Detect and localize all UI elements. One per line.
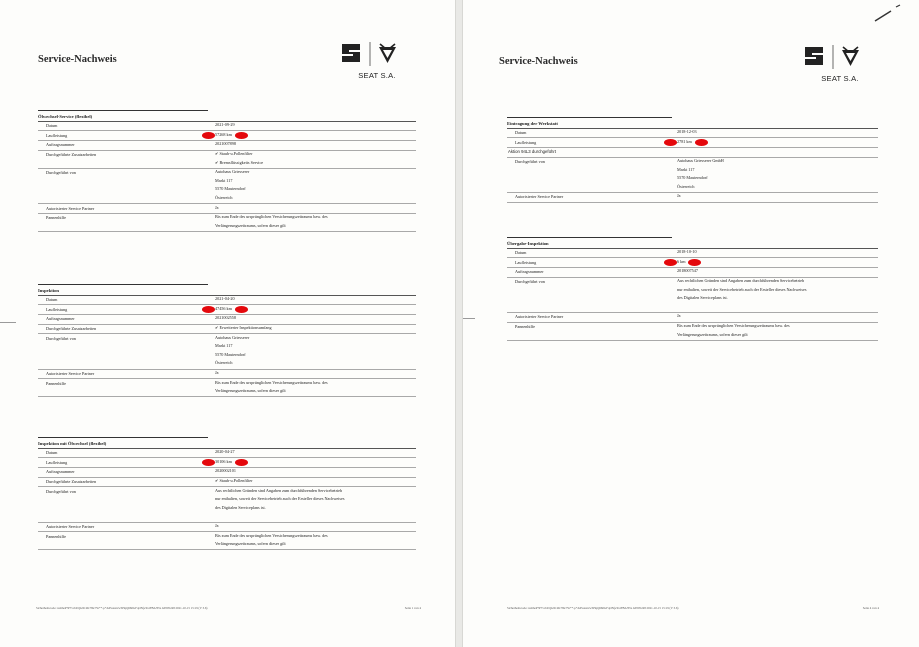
row-label: Durchgeführt von — [515, 279, 545, 285]
redaction-mark — [664, 259, 677, 266]
security-code: Sicherheitscode: nohbeP7P7vcbZQG9C2K78ic7Sr**-p*A6SAsnvwSHqQ6h0GFqON(eYoiFBA7Pts AT005248 2021-10-15 15:19 (V 3.6) — [507, 606, 679, 610]
table-row — [38, 334, 416, 369]
section-title-text: Inspektion mit Ölwechsel (flexibel) — [38, 441, 107, 446]
row-value — [215, 213, 328, 230]
row-value — [677, 128, 697, 137]
table-row — [38, 532, 416, 550]
row-label: Datum — [515, 130, 527, 136]
row-label: Auftragsnummer — [515, 269, 544, 275]
row-label: Autorisierter Service Partner — [515, 314, 564, 320]
table-row — [38, 487, 416, 522]
value-line: ✔ Staub-u.Pollenfilter — [215, 151, 253, 157]
row-value — [215, 131, 232, 140]
section-title — [507, 240, 878, 248]
value-line: des Digitalen Serviceplans ist. — [677, 295, 728, 301]
document-page-1 — [0, 0, 455, 647]
table-row — [507, 138, 878, 148]
value-line: Verlängerungszeitraums, sofern dieser gilt — [215, 388, 286, 394]
table-row — [38, 151, 416, 169]
row-value — [215, 314, 236, 323]
row-value — [677, 157, 724, 191]
row-value — [215, 204, 219, 213]
service-section — [38, 113, 416, 232]
value-line: 5570 Mauterndorf — [677, 175, 708, 181]
page-title: Service-Nachweis — [499, 56, 578, 67]
value-line: 2020002101 — [215, 468, 236, 474]
value-line: Österreich — [677, 183, 695, 189]
security-code: Sicherheitscode: nohbeP7P7vcbZQG9C2K78ic7Sr**-p*A6SAsnvwSHqQ6h0GFqON(eYoiFBA7Pts AT005248 2021-10-15 15:19 (V 3.6) — [36, 606, 208, 610]
service-section — [507, 240, 878, 341]
section-title — [507, 120, 878, 128]
value-line: Ja — [215, 523, 219, 529]
scan-edge-mark — [0, 322, 16, 323]
row-label: Laufleistung — [46, 132, 68, 138]
value-line: Bis zum Ende des ursprünglichen Versicherungszeitraums bzw. des — [215, 214, 328, 220]
row-value — [215, 369, 219, 378]
value-line: 2021002558 — [215, 315, 236, 321]
service-section — [507, 120, 878, 203]
row-value — [677, 267, 698, 276]
value-line: 2018-10-10 — [677, 249, 697, 255]
value-line: Aus rechtlichen Gründen sind Angaben zum durchführenden Servicebetrieb — [677, 278, 805, 284]
row-value — [677, 192, 681, 201]
value-line: Autohaus Griesserer — [215, 169, 250, 175]
section-top-bar — [38, 284, 208, 285]
value-line: nur enthalten, soweit der Servicebetrieb auch der Ersteller dieses Nachweises — [677, 286, 807, 292]
redaction-mark — [202, 459, 215, 466]
seat-logo — [336, 40, 418, 86]
table-row — [507, 129, 878, 139]
row-label: Auftragsnummer — [46, 316, 75, 322]
page-title: Service-Nachweis — [38, 54, 117, 65]
value-line: Markt 117 — [215, 177, 233, 183]
pen-mark-icon — [873, 4, 903, 24]
value-line: 2021-04-20 — [215, 296, 235, 302]
value-line: ✔ Erweiterter Inspektionsumfang — [215, 325, 272, 331]
section-title — [38, 287, 416, 295]
table-row — [38, 169, 416, 204]
page-footer — [36, 606, 421, 610]
value-line: 30106 km — [215, 458, 232, 464]
row-label: Auftragsnummer — [46, 142, 75, 148]
row-value — [215, 448, 235, 457]
row-value — [677, 248, 697, 257]
section-top-bar — [507, 117, 672, 118]
value-line: Bis zum Ende des ursprünglichen Versicherungszeitraums bzw. des — [215, 532, 328, 538]
document-page-2 — [463, 0, 919, 647]
value-line: 47456 km — [215, 305, 232, 311]
row-label: Aktion 94L3 durchgeführt — [508, 149, 557, 155]
row-label: Pannenhilfe — [46, 380, 67, 386]
row-label: Auftragsnummer — [46, 469, 75, 475]
section-title-text: Ölwechsel-Service (flexibel) — [38, 114, 93, 119]
table-row — [38, 379, 416, 397]
value-line: des Digitalen Serviceplans ist. — [215, 504, 266, 510]
row-label: Datum — [46, 450, 58, 456]
section-top-bar — [38, 437, 208, 438]
section-title-text: Übergabe-Inspektion — [507, 241, 549, 246]
redaction-mark — [202, 132, 215, 139]
row-label: Datum — [515, 250, 527, 256]
value-line: 5570 Mauterndorf — [215, 186, 246, 192]
row-value — [215, 121, 235, 130]
value-line: 57268 km — [215, 131, 232, 137]
service-section — [38, 440, 416, 550]
row-value — [215, 295, 235, 304]
redaction-mark — [235, 306, 248, 313]
row-label: Datum — [46, 297, 58, 303]
section-top-bar — [38, 110, 208, 111]
row-value — [215, 379, 328, 396]
redaction-mark — [235, 132, 248, 139]
value-line: 6 km — [677, 258, 686, 264]
service-section — [38, 287, 416, 397]
value-line: Ja — [677, 313, 681, 319]
row-value — [215, 477, 252, 486]
value-line: Markt 117 — [215, 343, 233, 349]
value-line: 2020-04-27 — [215, 449, 235, 455]
value-line — [677, 303, 807, 312]
seat-logo — [799, 43, 881, 89]
value-line: Markt 117 — [677, 166, 695, 172]
logo-brand-text: SEAT S.A. — [821, 74, 859, 83]
value-line: ✔ Staub-u.Pollenfilter — [215, 478, 253, 484]
redaction-mark — [664, 139, 677, 146]
row-label: Pannenhilfe — [46, 533, 67, 539]
section-title — [38, 113, 416, 121]
row-label: Durchgeführt von — [46, 335, 76, 341]
value-line: nur enthalten, soweit der Servicebetrieb auch der Ersteller dieses Nachweises — [215, 496, 345, 502]
row-value — [215, 487, 345, 521]
value-line: Autohaus Griesserer — [215, 334, 250, 340]
value-line: Bis zum Ende des ursprünglichen Versicherungszeitraums bzw. des — [215, 379, 328, 385]
redaction-mark — [235, 459, 248, 466]
value-line: 2021-09-29 — [215, 122, 235, 128]
row-label: Durchgeführte Zusatzarbeiten — [46, 326, 97, 332]
row-value — [215, 305, 232, 314]
value-line: 2018007547 — [677, 268, 698, 274]
table-row — [507, 193, 878, 203]
value-line: 2018-12-03 — [677, 129, 697, 135]
value-line: Verlängerungszeitraums, sofern dieser gilt — [677, 331, 748, 337]
row-label: Laufleistung — [46, 306, 68, 312]
row-value — [215, 334, 249, 368]
row-label: Laufleistung — [46, 459, 68, 465]
value-line: Ja — [215, 370, 219, 376]
row-value — [677, 138, 692, 147]
logo-brand-text: SEAT S.A. — [358, 71, 396, 80]
page-footer — [507, 606, 879, 610]
value-line: Verlängerungszeitraums, sofern dieser gilt — [215, 222, 286, 228]
value-line: Autohaus Griesserer GmbH — [677, 158, 724, 164]
page-number: Seite 1 von 4 — [404, 606, 421, 610]
row-label: Durchgeführte Zusatzarbeiten — [46, 152, 97, 158]
row-label: Laufleistung — [515, 259, 537, 265]
section-top-bar — [507, 237, 672, 238]
row-label: Durchgeführt von — [46, 170, 76, 176]
table-row — [38, 214, 416, 232]
seat-cupra-logo-icon — [336, 40, 418, 70]
row-value — [677, 312, 681, 321]
value-line: Österreich — [215, 360, 233, 366]
value-line: 5570 Mauterndorf — [215, 351, 246, 357]
value-line: Ja — [677, 193, 681, 199]
row-label: Durchgeführte Zusatzarbeiten — [46, 479, 97, 485]
section-title-text: Inspektion — [38, 288, 59, 293]
row-label: Autorisierter Service Partner — [46, 371, 95, 377]
redaction-mark — [695, 139, 708, 146]
row-label: Pannenhilfe — [46, 215, 67, 221]
table-row — [507, 158, 878, 193]
section-title-text: Eintragung der Werkstatt — [507, 121, 558, 126]
seat-cupra-logo-icon — [799, 43, 881, 73]
row-value — [215, 168, 249, 202]
value-line — [215, 512, 345, 521]
value-line: Verlängerungszeitraums, sofern dieser gilt — [215, 541, 286, 547]
row-value — [677, 277, 807, 311]
row-value — [677, 258, 686, 267]
row-value — [215, 532, 328, 549]
table-row — [507, 323, 878, 341]
row-value — [215, 467, 236, 476]
row-value — [215, 150, 263, 167]
value-line: Österreich — [215, 195, 233, 201]
page-number: Seite 4 von 4 — [862, 606, 879, 610]
row-value — [215, 140, 236, 149]
table-row — [507, 249, 878, 259]
value-line: 2021007898 — [215, 141, 236, 147]
table-row — [507, 278, 878, 313]
value-line: Aus rechtlichen Gründen sind Angaben zum durchführenden Servicebetrieb — [215, 487, 343, 493]
redaction-mark — [202, 306, 215, 313]
row-label: Durchgeführt von — [515, 159, 545, 165]
value-line: ✔ Bremsflüssigkeits Service — [215, 159, 264, 165]
section-title — [38, 440, 416, 448]
row-label: Datum — [46, 123, 58, 129]
row-label: Autorisierter Service Partner — [46, 524, 95, 530]
row-value — [215, 324, 272, 333]
row-label: Durchgeführt von — [46, 488, 76, 494]
value-line: 2781 km — [677, 138, 692, 144]
value-line: Bis zum Ende des ursprünglichen Versicherungszeitraums bzw. des — [677, 323, 790, 329]
row-label: Pannenhilfe — [515, 324, 536, 330]
redaction-mark — [688, 259, 701, 266]
row-value — [677, 322, 790, 339]
row-label: Autorisierter Service Partner — [515, 194, 564, 200]
row-label: Laufleistung — [515, 139, 537, 145]
row-value — [215, 458, 232, 467]
row-label: Autorisierter Service Partner — [46, 205, 95, 211]
row-value — [215, 522, 219, 531]
value-line: Ja — [215, 204, 219, 210]
scan-edge-mark — [463, 318, 475, 319]
